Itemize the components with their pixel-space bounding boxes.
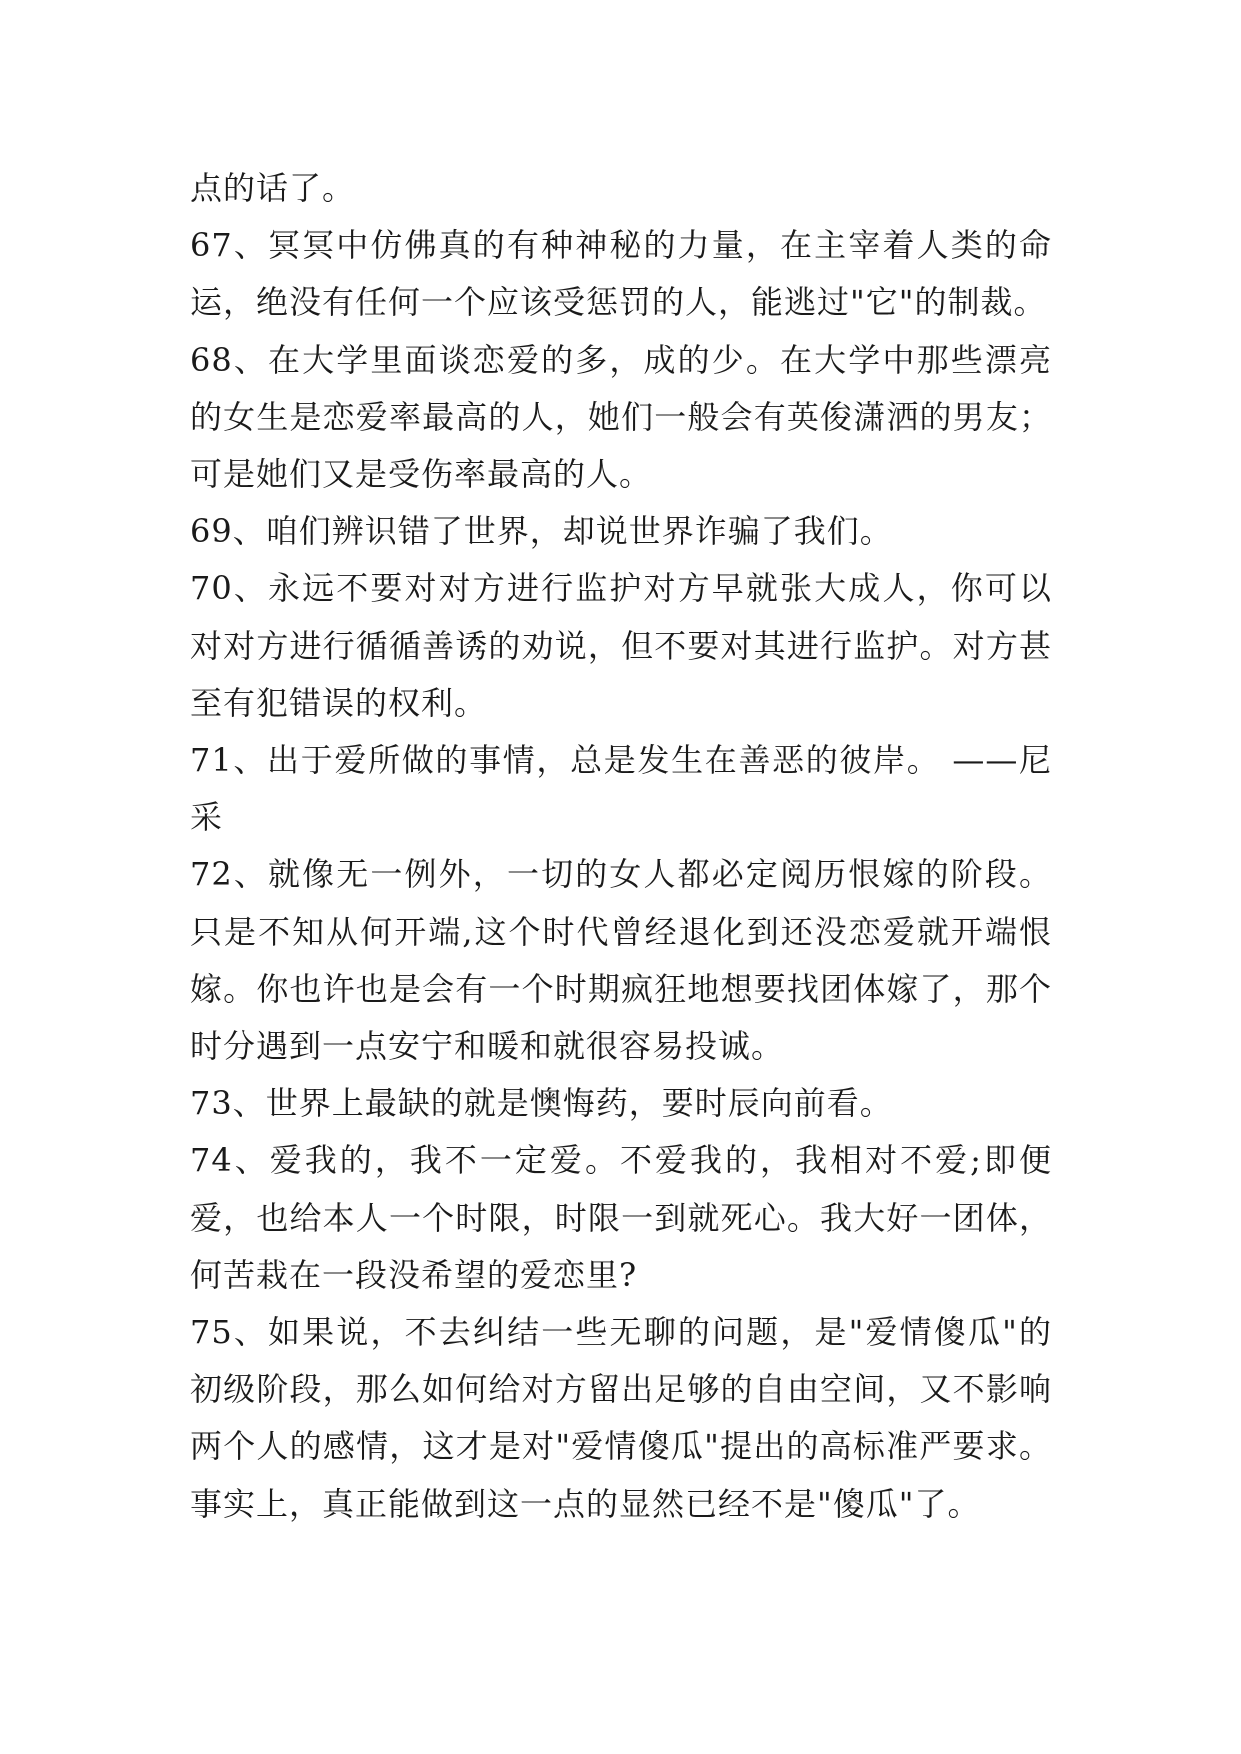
paragraph-75: 75、如果说，不去纠结一些无聊的问题，是"爱情傻瓜"的初级阶段，那么如何给对方留出足够的自由空间，又不影响两个人的感情，这才是对"爱情傻瓜"提出的高标准严要求。事实上，真正能做到这一点的显然已经不是"傻瓜"了。 bbox=[190, 1313, 1052, 1523]
paragraph-73: 73、世界上最缺的就是懊悔药，要时辰向前看。 bbox=[190, 1084, 893, 1123]
paragraph-69: 69、咱们辨识错了世界，却说世界诈骗了我们。 bbox=[190, 512, 893, 551]
paragraph-68: 68、在大学里面谈恋爱的多，成的少。在大学中那些漂亮的女生是恋爱率最高的人，她们一般会有英俊潇洒的男友；可是她们又是受伤率最高的人。 bbox=[190, 340, 1052, 494]
document-body bbox=[190, 160, 1052, 1533]
paragraph-70: 70、永远不要对对方进行监护对方早就张大成人，你可以对对方进行循循善诱的劝说，但不要对其进行监护。对方甚至有犯错误的权利。 bbox=[190, 569, 1052, 722]
paragraph-74: 74、爱我的，我不一定爱。不爱我的，我相对不爱;即便爱，也给本人一个时限，时限一到就死心。我大好一团体，何苦栽在一段没希望的爱恋里? bbox=[190, 1141, 1052, 1294]
paragraph-72: 72、就像无一例外，一切的女人都必定阅历恨嫁的阶段。只是不知从何开端,这个时代曾经退化到还没恋爱就开端恨嫁。你也许也是会有一个时期疯狂地想要找团体嫁了，那个时分遇到一点安宁和暖和就很容易投诚。 bbox=[190, 855, 1052, 1066]
paragraph-continuation: 点的话了。 bbox=[190, 169, 356, 207]
paragraph-71: 71、出于爱所做的事情，总是发生在善恶的彼岸。 ——尼采 bbox=[190, 741, 1052, 837]
paragraph-67: 67、冥冥中仿佛真的有种神秘的力量，在主宰着人类的命运，绝没有任何一个应该受惩罚的人，能逃过"它"的制裁。 bbox=[190, 226, 1052, 322]
